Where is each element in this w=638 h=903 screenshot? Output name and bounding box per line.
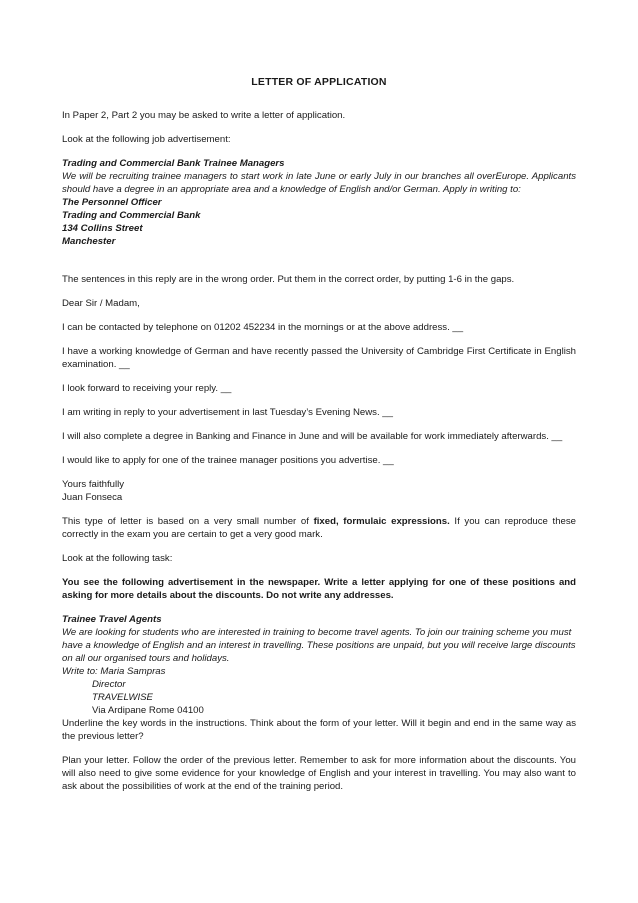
formulaic-note [62,515,576,541]
job-advertisement-bank [62,157,576,248]
formulaic-after: If you can reproduce these correctly in the exam you are certain to get a very good mark. [62,516,576,540]
sentence-item: I have a working knowledge of German and have recently passed the University of Cambridge First Certificate in English examination. __ [62,346,576,370]
job-advertisement-travel [62,613,576,717]
sentence-item: I can be contacted by telephone on 01202 452234 in the mornings or at the above address. __ [62,322,464,333]
ad1-address-line: 134 Collins Street [62,223,143,234]
salutation: Dear Sir / Madam, [62,298,140,309]
sentence-item: I would like to apply for one of the trainee manager positions you advertise. __ [62,455,394,466]
formulaic-before: This type of letter is based on a very small number of [62,516,314,527]
ad2-address-line: Via Ardipane Rome 04100 [92,705,204,716]
ad1-address-line: The Personnel Officer [62,197,162,208]
ad2-address-line: TRAVELWISE [92,692,153,703]
look-job-text: Look at the following job advertisement: [62,134,231,145]
plan-instruction: Plan your letter. Follow the order of the previous letter. Remember to ask for more information about the discounts. You will also need to give some evidence for your knowledge of English and your interest in travelling. You may also want to ask about the possibilities of work at the end of the training period. [62,755,576,792]
look-task-text: Look at the following task: [62,553,173,564]
intro-text: In Paper 2, Part 2 you may be asked to write a letter of application. [62,110,346,121]
ad1-address-line: Trading and Commercial Bank [62,210,201,221]
task-text: You see the following advertisement in the newspaper. Write a letter applying for one of these positions and asking for more details about the discounts. Do not write any addresses. [62,577,576,601]
letter-closing [62,478,576,504]
ad2-body: We are looking for students who are interested in training to become travel agents. To join our training scheme you must have a knowledge of English and an interest in travelling. These positions are unpaid, but you will receive large discounts on all our organised tours and holidays. [62,627,576,664]
ad1-heading: Trading and Commercial Bank Trainee Managers [62,158,285,169]
sentence-item: I will also complete a degree in Banking and Finance in June and will be available for work immediately afterwards. __ [62,431,563,442]
document-page [62,76,576,793]
sentence-item: I am writing in reply to your advertisement in last Tuesday’s Evening News. __ [62,407,393,418]
signature-name: Juan Fonseca [62,492,123,503]
document-title: LETTER OF APPLICATION [251,76,387,88]
ad1-address-line: Manchester [62,236,116,247]
closing-line: Yours faithfully [62,479,125,490]
ad2-address-line: Director [92,679,126,690]
formulaic-bold: fixed, formulaic expressions. [313,516,450,527]
sentence-item: I look forward to receiving your reply. __ [62,383,232,394]
ad2-heading: Trainee Travel Agents [62,614,162,625]
order-instruction: The sentences in this reply are in the wrong order. Put them in the correct order, by putting 1-6 in the gaps. [62,274,515,285]
ad1-body: We will be recruiting trainee managers to start work in late June or early July in our branches all overEurope. Applicants should have a degree in an appropriate area and a knowledge of English and/or German. Apply in writing to: [62,171,576,195]
ad2-write-to: Write to: Maria Sampras [62,666,166,677]
underline-instruction: Underline the key words in the instructions. Think about the form of your letter. Will it begin and end in the same way as the previous letter? [62,718,576,742]
